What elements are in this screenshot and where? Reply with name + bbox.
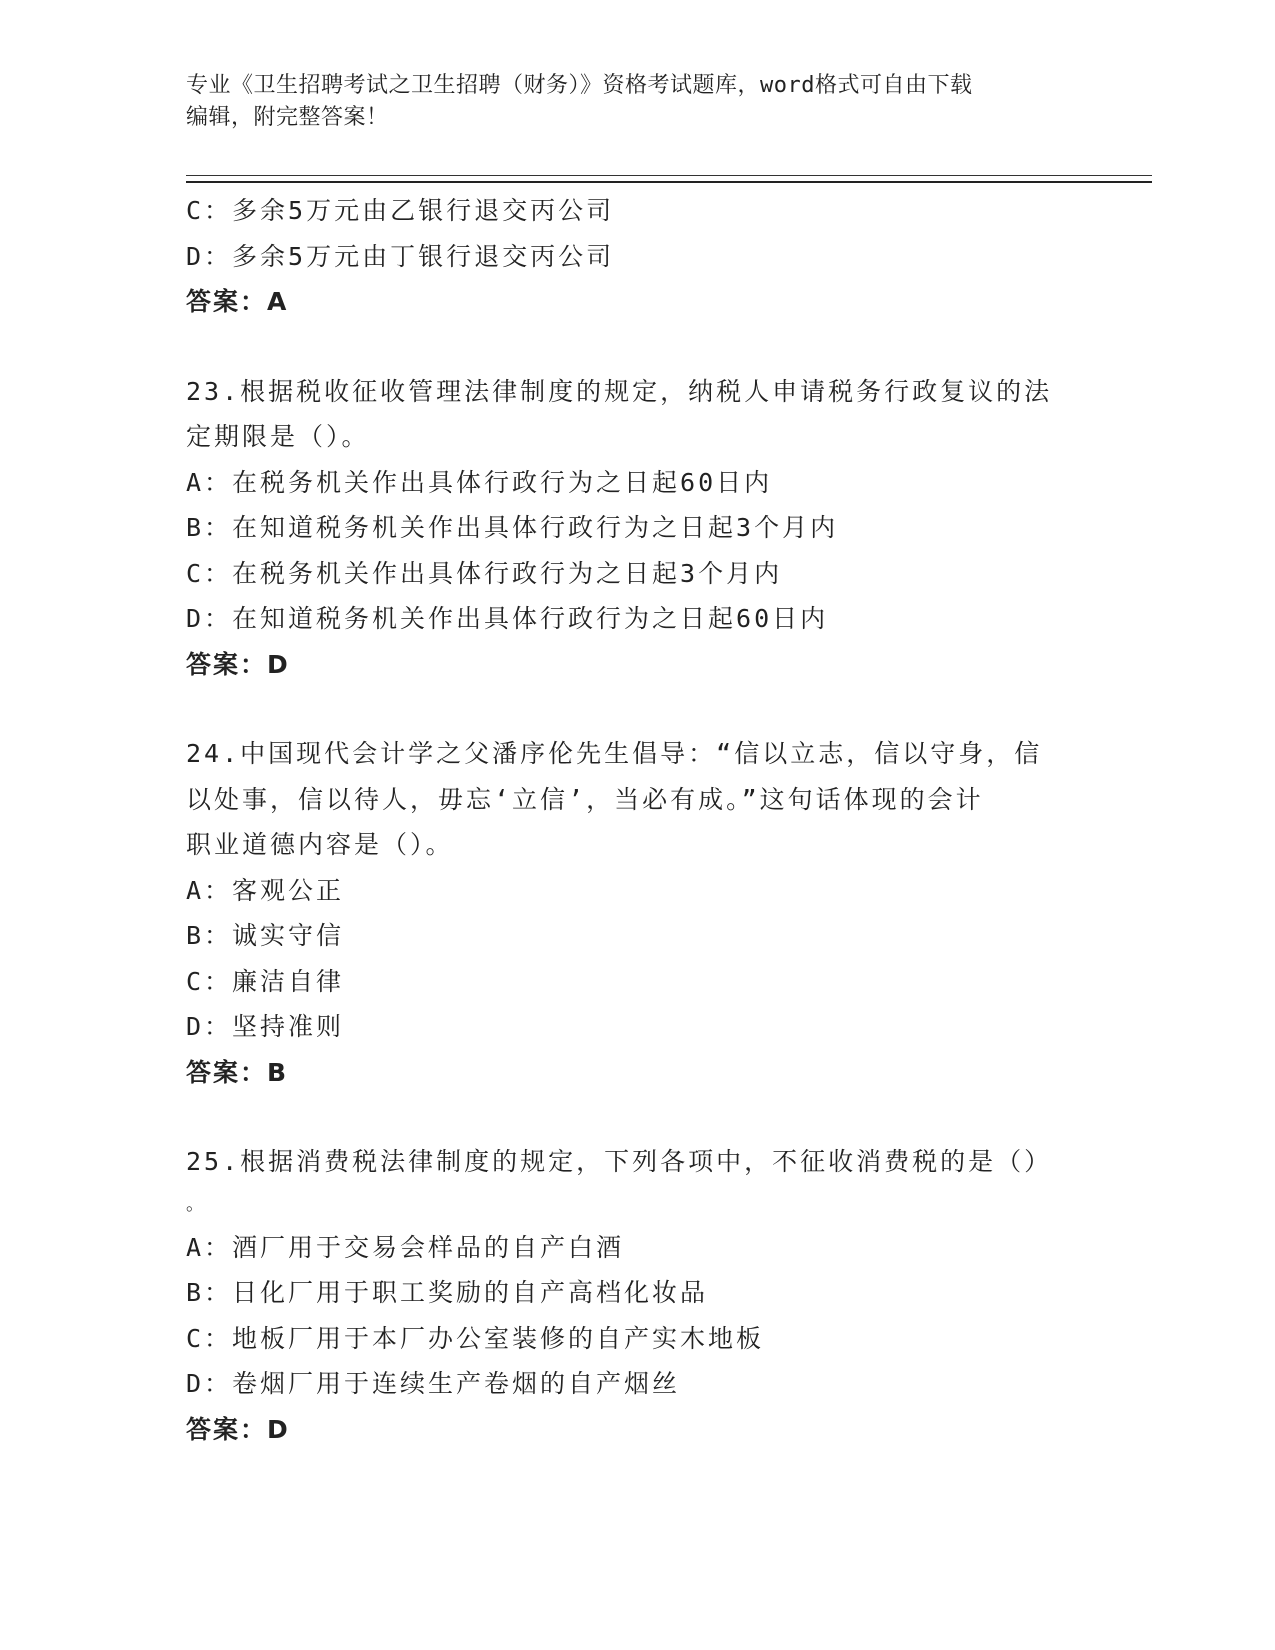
question-text-line: 25.根据消费税法律制度的规定，下列各项中，不征收消费税的是（） — [186, 1147, 1053, 1176]
header-divider-thin — [186, 175, 1152, 176]
option-d: D：坚持准则 — [186, 1012, 345, 1041]
option-b: B：在知道税务机关作出具体行政行为之日起3个月内 — [186, 513, 839, 542]
question-23 — [186, 369, 1086, 688]
answer-line: 答案：D — [186, 649, 290, 679]
question-text-line: 24.中国现代会计学之父潘序伦先生倡导：“信以立志，信以守身，信 — [186, 739, 1043, 768]
question-24 — [186, 731, 1086, 1095]
question-25 — [186, 1139, 1086, 1452]
option-c: C：多余5万元由乙银行退交丙公司 — [186, 196, 615, 225]
spacer — [186, 325, 1086, 369]
question-22-continuation — [186, 188, 1086, 325]
answer-line: 答案：D — [186, 1414, 290, 1444]
header-line-2: 编辑，附完整答案！ — [186, 105, 389, 130]
answer-line: 答案：B — [186, 1057, 289, 1087]
document-header — [186, 70, 1086, 134]
answer-line: 答案：A — [186, 287, 289, 316]
question-content — [186, 188, 1086, 1452]
option-b: B：诚实守信 — [186, 921, 345, 950]
option-c: C：地板厂用于本厂办公室装修的自产实木地板 — [186, 1323, 765, 1353]
option-a: A：客观公正 — [186, 875, 345, 905]
option-a: A：酒厂用于交易会样品的自产白酒 — [186, 1232, 625, 1262]
question-text-line: 以处事，信以待人，毋忘‘立信’，当必有成。”这句话体现的会计 — [186, 784, 984, 814]
option-d: D：卷烟厂用于连续生产卷烟的自产烟丝 — [186, 1369, 681, 1398]
spacer — [186, 1095, 1086, 1139]
option-b: B：日化厂用于职工奖励的自产高档化妆品 — [186, 1278, 709, 1307]
spacer — [186, 687, 1086, 731]
question-text-line: 定期限是（）。 — [186, 422, 370, 451]
option-d: D：多余5万元由丁银行退交丙公司 — [186, 241, 615, 271]
question-text-line: 。 — [186, 1193, 207, 1215]
option-d: D：在知道税务机关作出具体行政行为之日起60日内 — [186, 604, 829, 633]
header-line-1: 专业《卫生招聘考试之卫生招聘（财务）》资格考试题库，word格式可自由下载 — [186, 73, 973, 98]
question-text-line: 职业道德内容是（）。 — [186, 830, 454, 859]
option-c: C：廉洁自律 — [186, 966, 345, 996]
option-c: C：在税务机关作出具体行政行为之日起3个月内 — [186, 558, 783, 588]
question-text-line: 23.根据税收征收管理法律制度的规定，纳税人申请税务行政复议的法 — [186, 376, 1053, 406]
option-a: A：在税务机关作出具体行政行为之日起60日内 — [186, 467, 773, 497]
header-divider-thick — [186, 181, 1152, 183]
